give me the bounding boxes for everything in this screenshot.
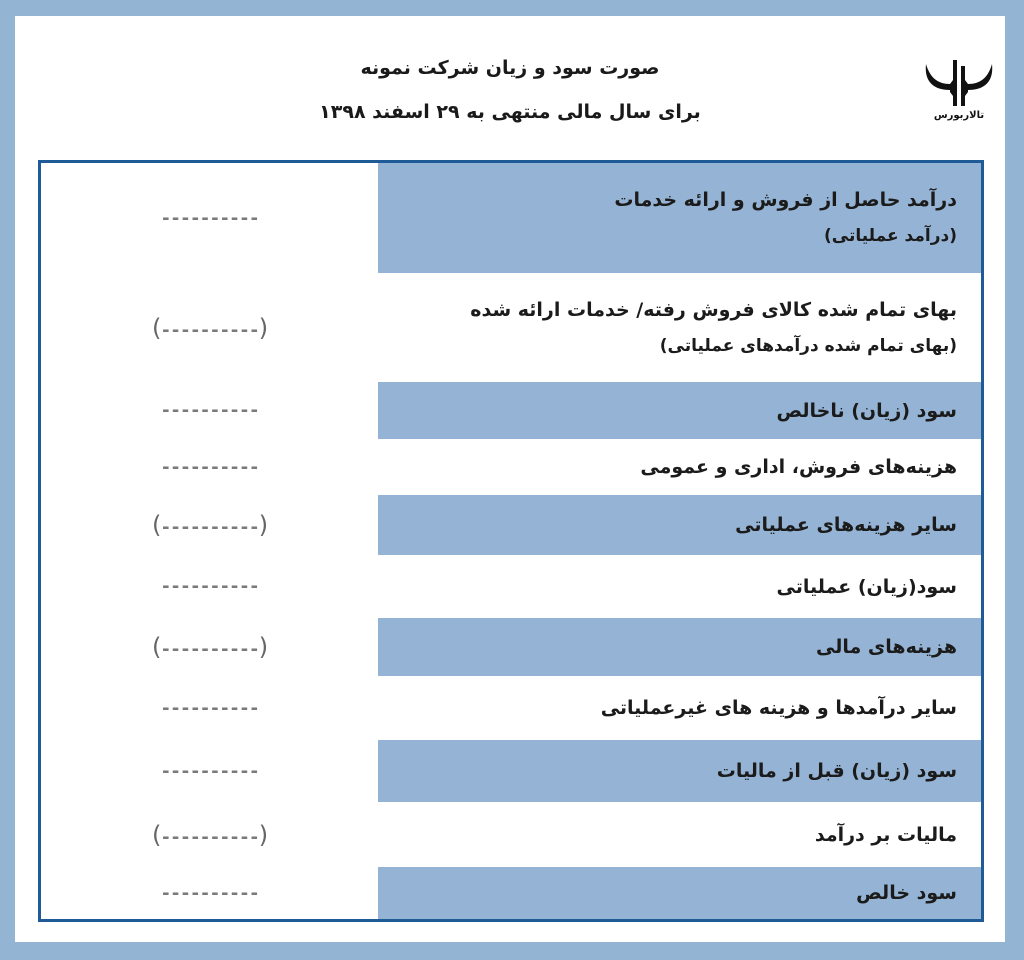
- page: [15, 16, 1005, 942]
- statement-header: [15, 46, 1005, 134]
- row-label: درآمد حاصل از فروش و ارائه خدمات: [614, 189, 957, 211]
- row-label: سود(زیان) عملیاتی: [776, 575, 957, 598]
- value-cell: [41, 618, 378, 676]
- row-label: سایر درآمدها و هزینه های غیرعملیاتی: [600, 697, 957, 719]
- row-label: هزینه‌های فروش، اداری و عمومی: [640, 456, 957, 478]
- value-placeholder: ----------: [160, 697, 259, 719]
- value-placeholder: ----------: [160, 576, 259, 597]
- label-cell: [378, 676, 981, 740]
- value-cell: [41, 163, 378, 273]
- brand-logo: [920, 56, 998, 126]
- statement-title: صورت سود و زیان شرکت نمونه: [360, 57, 660, 79]
- row-label: سود (زیان) ناخالص: [776, 399, 957, 422]
- row-label: سود (زیان) قبل از مالیات: [716, 760, 957, 782]
- value-cell: [41, 439, 378, 495]
- value-cell: [41, 740, 378, 802]
- table-row-operating-revenue: [41, 163, 981, 273]
- brand-logo-text: تالاربورس: [933, 110, 985, 121]
- label-cell: [378, 618, 981, 676]
- table-row-cost-of-sales: [41, 273, 981, 382]
- label-cell: [378, 495, 981, 555]
- value-placeholder: ----------: [160, 760, 259, 782]
- value-placeholder: ----------: [160, 207, 259, 229]
- value-placeholder-negative: (----------): [151, 313, 268, 342]
- row-sublabel: (بهای تمام شده درآمدهای عملیاتی): [659, 335, 957, 356]
- value-cell: [41, 495, 378, 555]
- label-cell: [378, 740, 981, 802]
- table-row-gross-profit: [41, 382, 981, 439]
- label-cell: [378, 867, 981, 919]
- table-row-non-operating-items: [41, 676, 981, 740]
- table-row-profit-before-tax: [41, 740, 981, 802]
- label-cell: [378, 555, 981, 618]
- value-cell: [41, 676, 378, 740]
- table-row-sga-expenses: [41, 439, 981, 495]
- row-label: سود خالص: [856, 882, 957, 904]
- label-cell: [378, 273, 981, 382]
- value-placeholder-negative: (----------): [151, 820, 268, 849]
- label-cell: [378, 439, 981, 495]
- value-placeholder-negative: (----------): [151, 511, 268, 539]
- row-label: هزینه‌های مالی: [816, 636, 957, 658]
- label-cell: [378, 382, 981, 439]
- label-cell: [378, 802, 981, 867]
- table-row-net-profit: [41, 867, 981, 919]
- table-row-finance-costs: [41, 618, 981, 676]
- value-cell: [41, 555, 378, 618]
- income-statement-table: [38, 160, 984, 922]
- table-row-operating-profit: [41, 555, 981, 618]
- row-sublabel: (درآمد عملیاتی): [824, 226, 957, 246]
- statement-period: برای سال مالی منتهی به ۲۹ اسفند ۱۳۹۸: [319, 101, 701, 123]
- row-label: بهای تمام شده کالای فروش رفته/ خدمات ارائه شده: [470, 298, 957, 321]
- value-placeholder-negative: (----------): [151, 633, 268, 661]
- value-placeholder: ----------: [160, 456, 259, 478]
- value-cell: [41, 802, 378, 867]
- value-cell: [41, 867, 378, 919]
- table-row-income-tax: [41, 802, 981, 867]
- value-placeholder: ----------: [160, 400, 259, 421]
- value-cell: [41, 273, 378, 382]
- label-cell: [378, 163, 981, 273]
- value-cell: [41, 382, 378, 439]
- table-row-other-operating-expenses: [41, 495, 981, 555]
- value-placeholder: ----------: [160, 882, 259, 904]
- bull-horns-logo-icon: [920, 56, 998, 110]
- row-label: مالیات بر درآمد: [814, 823, 957, 846]
- row-label: سایر هزینه‌های عملیاتی: [735, 514, 957, 536]
